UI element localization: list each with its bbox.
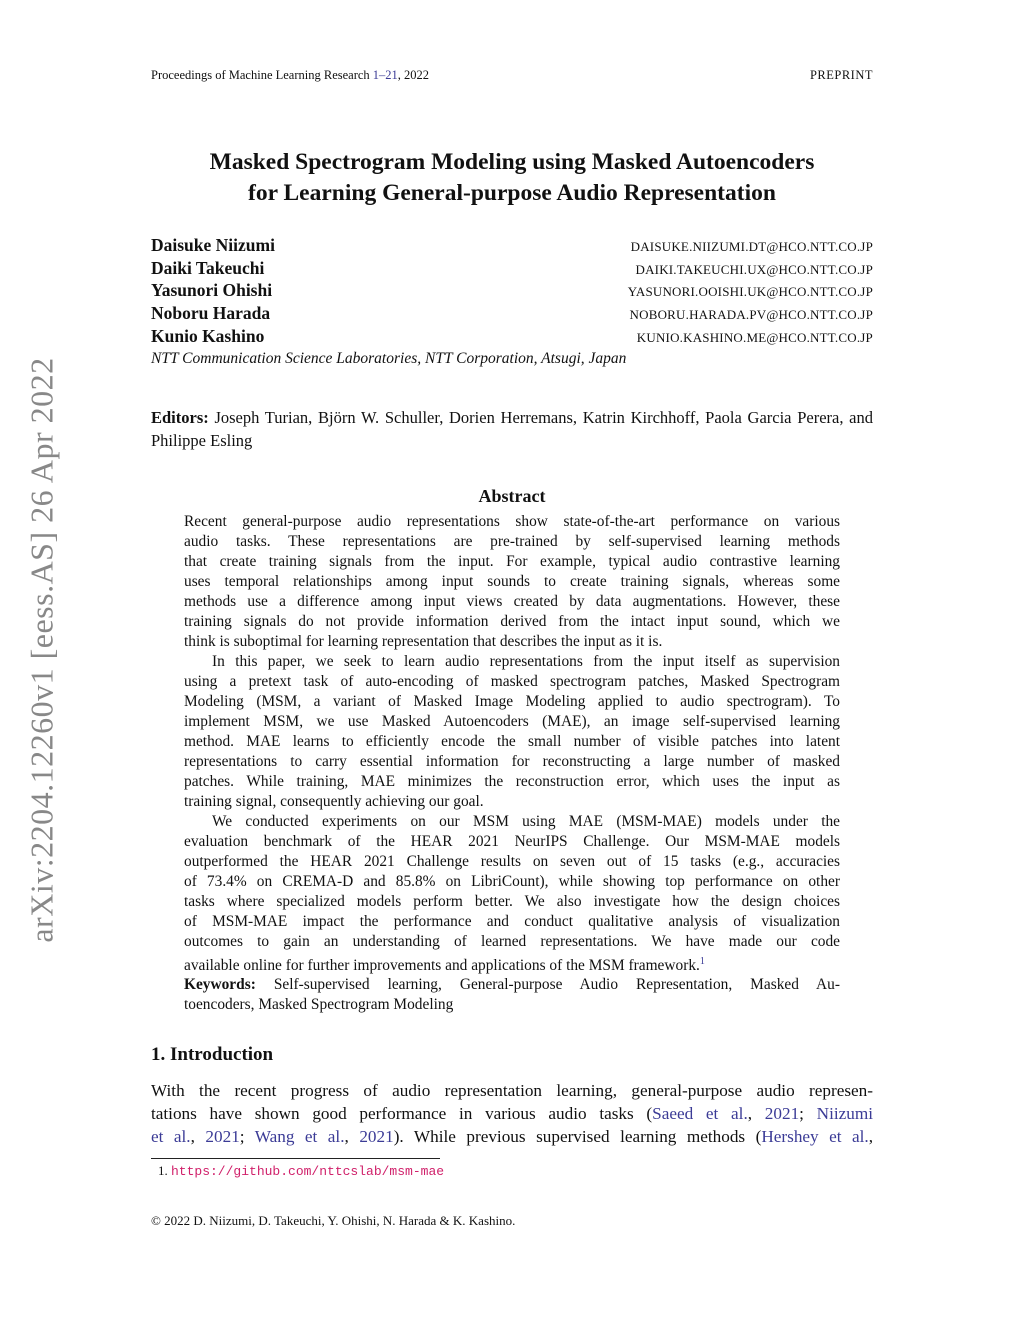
line-text: With the recent progress of audio representation learning, general-purpose audio represen- — [151, 1081, 873, 1100]
paper-title — [100, 147, 924, 209]
author-row — [151, 280, 873, 303]
line-text: tasks where specialized models perform better. We also investigate how the design choices — [184, 893, 840, 910]
title-line: for Learning General-purpose Audio Representation — [248, 180, 776, 206]
citation-link[interactable]: Wang et al. — [254, 1127, 345, 1146]
line-text: , — [747, 1104, 765, 1123]
introduction-body — [151, 1079, 873, 1148]
editors-text: Joseph Turian, Björn W. Schuller, Dorien Herremans, Katrin Kirchhoff, Paola Garcia Perera, and Philippe Esling — [151, 408, 873, 450]
line-text: patches. While training, MAE minimizes the reconstruction error, which uses the input as — [184, 773, 840, 790]
venue-year: , 2022 — [397, 68, 430, 82]
editors-label: Editors: — [151, 408, 209, 427]
author-name: Yasunori Ohishi — [151, 280, 273, 301]
abstract-line — [184, 752, 840, 772]
line-text: training signals do not provide information derived from the intact input sound, which we — [184, 613, 840, 630]
abstract-line — [184, 912, 840, 932]
abstract-line — [184, 932, 840, 952]
line-text: outcomes to gain an understanding of learned representations. We have made our code — [184, 933, 840, 950]
line-text: uses temporal relationships among input sounds to create training signals, whereas some — [184, 573, 840, 590]
line-text: We conducted experiments on our MSM using MAE (MSM-MAE) models under the — [212, 813, 840, 830]
footnote-marker[interactable]: 1 — [699, 956, 705, 967]
citation-link[interactable]: Hershey et al. — [761, 1127, 869, 1146]
citation-link[interactable]: Niizumi — [816, 1104, 874, 1123]
citation-link[interactable]: 2021 — [764, 1104, 800, 1123]
line-text: , — [190, 1127, 206, 1146]
abstract-line — [184, 672, 840, 692]
line-text: think is suboptimal for learning representation that describes the input as it is. — [184, 633, 663, 650]
running-header — [151, 68, 429, 83]
author-email[interactable]: KUNIO.KASHINO.ME@HCO.NTT.CO.JP — [636, 329, 873, 345]
line-text: tations have shown good performance in various audio tasks ( — [151, 1104, 653, 1123]
line-text: ; — [799, 1104, 817, 1123]
editors — [151, 406, 873, 452]
line-text: evaluation benchmark of the HEAR 2021 NeurIPS Challenge. Our MSM-MAE models — [184, 833, 840, 850]
abstract-line — [184, 852, 840, 872]
author-name: Noboru Harada — [151, 303, 271, 324]
abstract-line — [184, 952, 840, 975]
footnote-rule — [151, 1158, 440, 1159]
abstract-line — [184, 632, 840, 652]
author-row — [151, 235, 873, 258]
line-text: of MSM-MAE impact the performance and conduct qualitative analysis of visualization — [184, 913, 840, 930]
abstract-line — [184, 552, 840, 572]
author-name: Kunio Kashino — [151, 325, 265, 346]
citation-link[interactable]: 2021 — [359, 1127, 394, 1146]
section-heading: 1. Introduction — [151, 1044, 274, 1065]
line-text: Recent general-purpose audio representations show state-of-the-art performance on various — [184, 513, 840, 530]
line-text: training signal, consequently achieving our goal. — [184, 793, 484, 810]
line-text: implement MSM, we use Masked Autoencoders (MAE), an image self-supervised learning — [184, 713, 840, 730]
line-text: In this paper, we seek to learn audio representations from the input itself as supervision — [212, 653, 840, 670]
line-text: , — [868, 1127, 874, 1146]
author-email[interactable]: YASUNORI.OOISHI.UK@HCO.NTT.CO.JP — [627, 284, 873, 300]
line-text: methods use a difference among input views created by data augmentations. However, these — [184, 593, 840, 610]
page-range-link[interactable]: 1–21 — [372, 68, 398, 82]
keywords — [184, 975, 840, 1015]
author-name: Daisuke Niizumi — [151, 235, 275, 255]
line-text: audio tasks. These representations are pre-trained by self-supervised learning methods — [184, 533, 840, 550]
abstract-line — [184, 712, 840, 732]
github-link[interactable]: https://github.com/nttcslab/msm-mae — [171, 1164, 445, 1179]
arxiv-stamp: arXiv:2204.12260v1 [eess.AS] 26 Apr 2022 — [23, 357, 60, 943]
abstract-line — [184, 652, 840, 672]
preprint-label: PREPRINT — [809, 68, 873, 82]
copyright: © 2022 D. Niizumi, D. Takeuchi, Y. Ohishi, N. Harada & K. Kashino. — [151, 1213, 516, 1228]
affiliation: NTT Communication Science Laboratories, NTT Corporation, Atsugi, Japan — [151, 350, 627, 367]
citation-link[interactable]: 2021 — [205, 1127, 240, 1146]
abstract-line — [184, 532, 840, 552]
abstract-line — [184, 592, 840, 612]
citation-link[interactable]: Saeed et al. — [652, 1104, 748, 1123]
venue: Proceedings of Machine Learning Research — [151, 68, 373, 82]
keywords-text: Self-supervised learning, General-purpose Audio Representation, Masked Au- — [255, 976, 840, 993]
author-email[interactable]: NOBORU.HARADA.PV@HCO.NTT.CO.JP — [629, 307, 873, 323]
line-text: , — [344, 1127, 360, 1146]
author-row — [151, 258, 873, 281]
abstract-line — [184, 812, 840, 832]
footnote — [158, 1163, 444, 1179]
line-text: Modeling (MSM, a variant of Masked Image Modeling applied to audio spectrogram). To — [184, 693, 840, 710]
line-text: representations to carry essential information for reconstructing a large number of masked — [184, 753, 840, 770]
abstract-line — [184, 692, 840, 712]
line-text: using a pretext task of auto-encoding of masked spectrogram patches, Masked Spectrogram — [184, 673, 840, 690]
citation-link[interactable]: et al. — [151, 1127, 191, 1146]
intro-line — [151, 1125, 873, 1148]
intro-line — [151, 1102, 873, 1125]
line-text: available online for further improvements and applications of the MSM framework. — [184, 957, 700, 975]
line-text: of 73.4% on CREMA-D and 85.8% on LibriCount), while showing top performance on other — [184, 873, 840, 890]
intro-line — [151, 1079, 873, 1102]
abstract-line — [184, 512, 840, 532]
keywords-text: toencoders, Masked Spectrogram Modeling — [184, 996, 454, 1013]
author-row — [151, 326, 873, 349]
abstract-body — [184, 512, 840, 975]
line-text: ; — [239, 1127, 255, 1146]
line-text: ). While previous supervised learning methods ( — [393, 1127, 762, 1146]
author-email[interactable]: DAIKI.TAKEUCHI.UX@HCO.NTT.CO.JP — [635, 261, 873, 277]
line-text: that create training signals from the input. For example, typical audio contrastive learning — [184, 553, 840, 570]
line-text: outperformed the HEAR 2021 Challenge results on seven out of 15 tasks (e.g., accuracies — [184, 853, 840, 870]
abstract-line — [184, 732, 840, 752]
abstract-heading: Abstract — [478, 486, 546, 506]
abstract-line — [184, 772, 840, 792]
keywords-label: Keywords: — [184, 976, 256, 993]
abstract-line — [184, 792, 840, 812]
abstract-line — [184, 612, 840, 632]
footnote-number: 1. — [158, 1163, 171, 1178]
author-name: Daiki Takeuchi — [151, 257, 265, 278]
author-email[interactable]: DAISUKE.NIIZUMI.DT@HCO.NTT.CO.JP — [630, 239, 873, 254]
abstract-line — [184, 892, 840, 912]
line-text: method. MAE learns to efficiently encode the small number of visible patches into latent — [184, 733, 840, 750]
abstract-line — [184, 872, 840, 892]
abstract-line — [184, 572, 840, 592]
author-row — [151, 303, 873, 326]
title-line: Masked Spectrogram Modeling using Masked Autoencoders — [209, 149, 815, 175]
abstract-line — [184, 832, 840, 852]
